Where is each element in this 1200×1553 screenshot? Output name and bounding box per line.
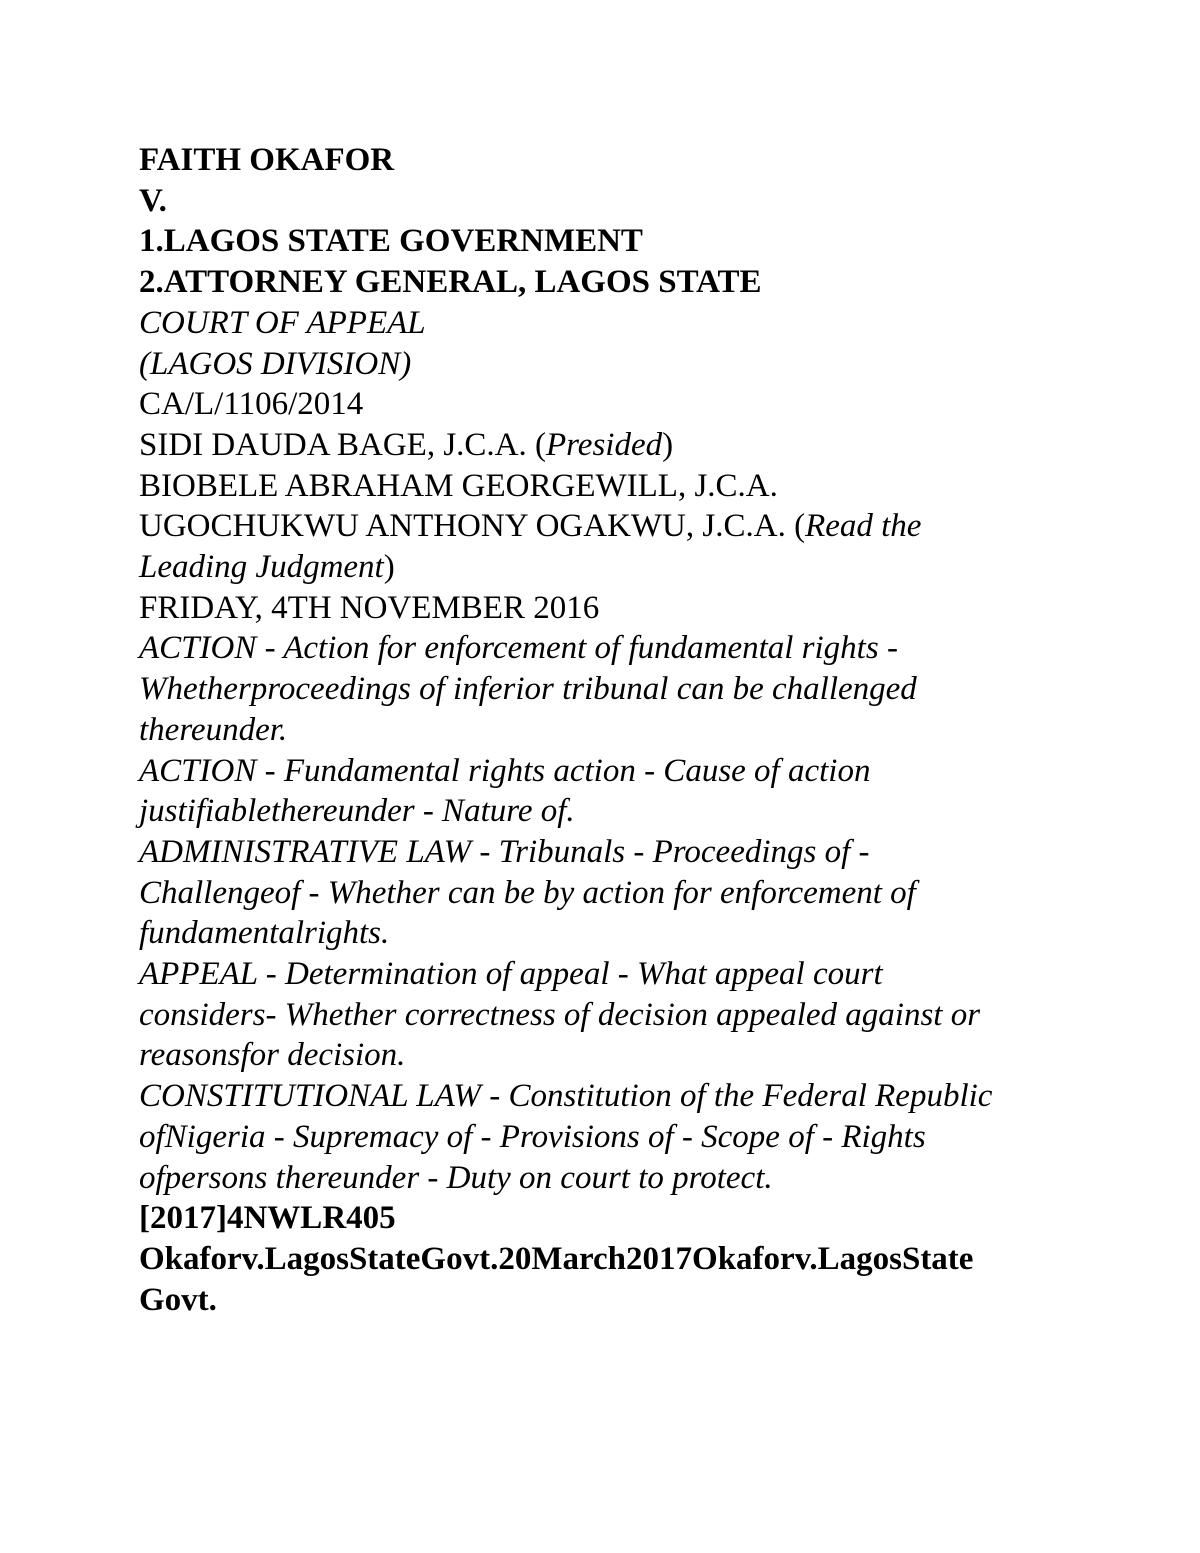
justice-3-close: ) — [383, 549, 395, 586]
headnote-4-line-1: APPEAL - Determination of appeal - What appeal court — [139, 956, 883, 993]
report-citation: [2017]4NWLR405 — [139, 1200, 396, 1237]
running-head-line-2: Govt. — [139, 1281, 217, 1318]
headnote-5-line-1: CONSTITUTIONAL LAW - Constitution of the Federal Republic — [139, 1078, 993, 1115]
justice-3-continued — [139, 547, 1119, 588]
headnote-4-line-3: reasonsfor decision. — [139, 1037, 406, 1074]
suit-number: CA/L/1106/2014 — [139, 386, 364, 423]
court-division: (LAGOS DIVISION) — [139, 345, 412, 382]
judgment-date: FRIDAY, 4TH NOVEMBER 2016 — [139, 589, 600, 626]
headnote-1-line-1: ACTION - Action for enforcement of fundamental rights - — [139, 630, 898, 667]
respondent-1: 1.LAGOS STATE GOVERNMENT — [139, 223, 643, 260]
respondent-2: 2.ATTORNEY GENERAL, LAGOS STATE — [139, 264, 762, 301]
headnote-4-line-2: considers- Whether correctness of decision appealed against or — [139, 996, 981, 1033]
court-name: COURT OF APPEAL — [139, 304, 426, 341]
running-head-line-1: Okaforv.LagosStateGovt.20March2017Okaforv.LagosState — [139, 1240, 974, 1277]
justice-1-name: SIDI DAUDA BAGE, J.C.A. ( — [139, 426, 547, 463]
appellant-name: FAITH OKAFOR — [139, 142, 395, 178]
headnote-3-line-3: fundamentalrights. — [139, 915, 390, 952]
justice-3-role-line2: Leading Judgment — [139, 549, 384, 586]
justice-3-name: UGOCHUKWU ANTHONY OGAKWU, J.C.A. ( — [139, 508, 806, 545]
headnote-3-line-2: Challengeof - Whether can be by action for enforcement of — [139, 874, 916, 911]
headnote-3-line-1: ADMINISTRATIVE LAW - Tribunals - Proceedings of - — [139, 833, 870, 870]
headnote-2-line-1: ACTION - Fundamental rights action - Cause of action — [139, 752, 871, 789]
case-report-page — [139, 140, 1119, 1320]
justice-1 — [139, 425, 1119, 466]
headnote-5-line-3: ofpersons thereunder - Duty on court to protect. — [139, 1159, 773, 1196]
headnote-1-line-3: thereunder. — [139, 711, 288, 748]
justice-3 — [139, 506, 1119, 547]
headnote-5-line-2: ofNigeria - Supremacy of - Provisions of - Scope of - Rights — [139, 1118, 926, 1155]
headnote-2-line-2: justifiablethereunder - Nature of. — [139, 793, 575, 830]
justice-2: BIOBELE ABRAHAM GEORGEWILL, J.C.A. — [139, 467, 778, 504]
justice-1-role: Presided — [546, 426, 663, 463]
justice-1-close: ) — [662, 426, 674, 463]
justice-3-role-line1: Read the — [805, 508, 922, 545]
headnote-1-line-2: Whetherproceedings of inferior tribunal can be challenged — [139, 671, 917, 708]
versus-marker: V. — [139, 182, 167, 219]
